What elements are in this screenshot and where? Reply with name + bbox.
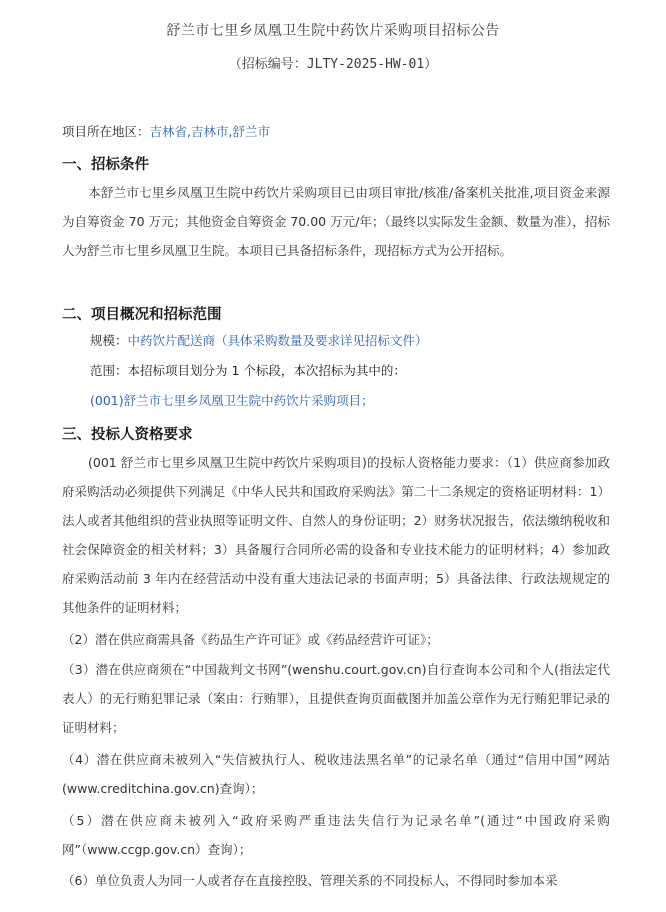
- section3-p3: （3）潜在供应商须在“中国裁判文书网”(wenshu.court.gov.cn)自行查询本公司和个人(指法定代表人）的无行贿犯罪记录（案由：行贿罪），且提供查询页面截图并加盖公章作为无行贿犯罪记录的证明材料；: [62, 662, 610, 735]
- region-label: 项目所在地区：: [62, 124, 150, 139]
- scope-line: 范围：本招标项目划分为 1 个标段，本次招标为其中的：: [90, 363, 406, 378]
- scale-label: 规模：: [90, 333, 128, 348]
- page-title: 舒兰市七里乡凤凰卫生院中药饮片采购项目招标公告: [166, 23, 500, 39]
- lot-line: (001)舒兰市七里乡凤凰卫生院中药饮片采购项目；: [90, 393, 374, 408]
- section3-p2: （2）潜在供应商需具备《药品生产许可证》或《药品经营许可证》；: [62, 632, 439, 647]
- section3-p4: （4）潜在供应商未被列入“失信被执行人、税收违法黑名单”的记录名单（通过“信用中国”网站(www.creditchina.gov.cn)查询）；: [62, 752, 610, 796]
- section3-heading: 三、投标人资格要求: [62, 427, 193, 443]
- section2-heading: 二、项目概况和招标范围: [62, 307, 222, 323]
- section1-text: 本舒兰市七里乡凤凰卫生院中药饮片采购项目已由项目审批/核准/备案机关批准,项目资金来源为自筹资金 70 万元；其他资金自筹资金 70.00 万元/年；（最终以实际发生金额、数量为准），招标人为舒兰市七里乡凤凰卫生院。本项目已具备招标条件，现招标方式为公开招标。: [62, 185, 610, 258]
- scale-line: [90, 333, 626, 349]
- section3-p1: (001 舒兰市七里乡凤凰卫生院中药饮片采购项目)的投标人资格能力要求：（1）供应商参加政府采购活动必须提供下列满足《中华人民共和国政府采购法》第二十二条规定的资格证明材料：1）法人或者其他组织的营业执照等证明文件、自然人的身份证明；2）财务状况报告，依法缴纳税收和社会保障资金的相关材料；3）具备履行合同所必需的设备和专业技术能力的证明材料；4）参加政府采购活动前 3 年内在经营活动中没有重大违法记录的书面声明；5）具备法律、行政法规规定的其他条件的证明材料；: [62, 455, 610, 615]
- section3-p5: （5）潜在供应商未被列入“政府采购严重违法失信行为记录名单”(通过“中国政府采购网”（www.ccgp.gov.cn）查询）；: [62, 813, 610, 857]
- region-value: 吉林省,吉林市,舒兰市: [149, 124, 270, 139]
- region-line: [62, 124, 626, 140]
- scale-value: 中药饮片配送商（具体采购数量及要求详见招标文件）: [127, 333, 428, 348]
- tender-number: （招标编号：JLTY-2025-HW-01）: [228, 57, 438, 72]
- section3-p6: （6）单位负责人为同一人或者存在直接控股、管理关系的不同投标人，不得同时参加本采: [62, 873, 558, 888]
- section1-heading: 一、招标条件: [62, 157, 149, 173]
